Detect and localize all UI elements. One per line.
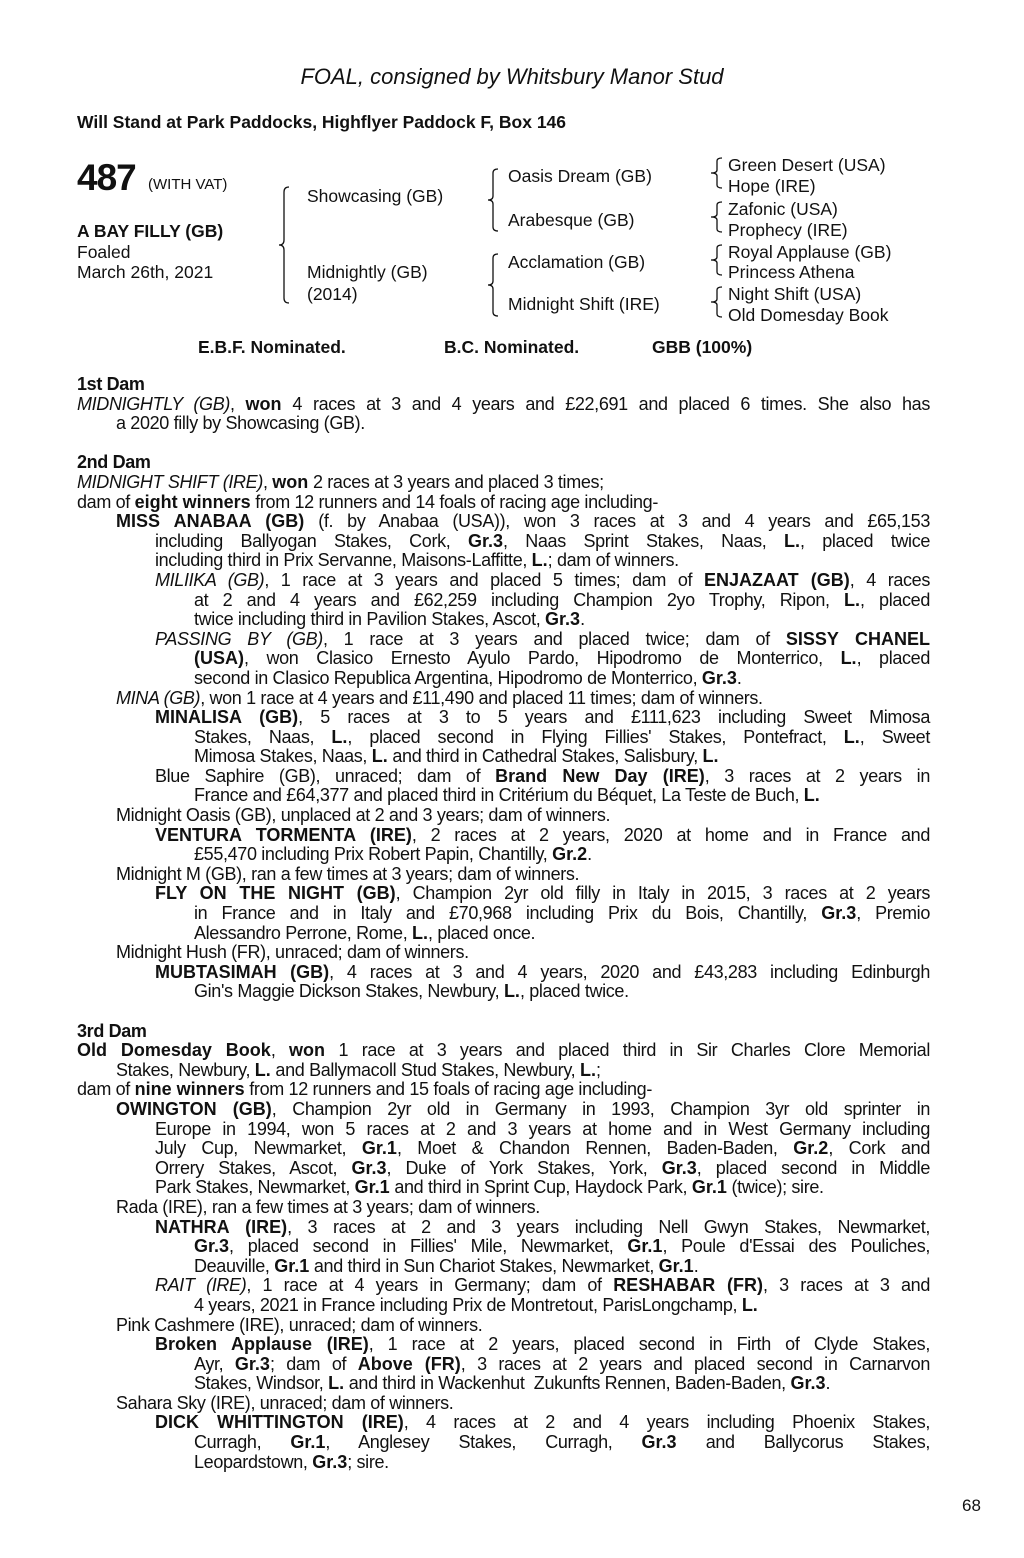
text-line (77, 806, 930, 826)
text-run: Alessandro Perrone, Rome, (194, 922, 413, 943)
text-run: Midnight Oasis (GB), unplaced at 2 and 3 years; dam of winners. (116, 805, 611, 826)
text-run: , Moet & Chandon Rennen, Baden-Baden, (396, 1138, 794, 1159)
text-run: 1 race at 3 years and placed third in Sir Charles Clore Memorial (325, 1040, 930, 1061)
text-run: . (587, 844, 592, 865)
text-run: twice including third in Pavilion Stakes, Ascot, (194, 609, 546, 630)
italic-text: MILIIKA (GB) (155, 569, 265, 590)
text-run: . (693, 1255, 699, 1276)
text-run: Sahara Sky (IRE), unraced; dam of winners. (116, 1392, 454, 1413)
text-run: and Ballymacoll Stud Stakes, Newbury, (270, 1059, 580, 1080)
produce-entry (77, 708, 930, 767)
bold-text: MISS ANABAA (GB) (116, 511, 305, 532)
bold-text: Broken Applause (IRE) (155, 1334, 369, 1355)
text-line (77, 1394, 930, 1414)
text-run: , 3 races at 2 years and placed second in Carnarvon (460, 1353, 930, 1374)
bold-text: Gr.3 (701, 667, 737, 688)
bold-text: MINALISA (GB) (155, 707, 299, 728)
text-line (77, 1218, 930, 1238)
text-line (77, 532, 930, 552)
text-run: , placed second in Flying Fillies' Stakes, Pontefract, (347, 726, 844, 747)
text-run: ; dam of winners. (547, 550, 679, 571)
text-line (77, 982, 930, 1002)
great-grandparent: Green Desert (USA) (728, 155, 886, 175)
text-line (77, 786, 930, 806)
text-line (77, 591, 930, 611)
text-line (77, 1296, 930, 1316)
text-run: , 1 race at 3 years and placed 5 times; dam of (264, 569, 704, 590)
bold-text: Gr.1 (691, 1177, 727, 1198)
italic-text: RAIT (IRE) (155, 1275, 247, 1296)
text-run: France and £64,377 and placed third in Critérium du Béquet, La Teste de Buch, (194, 785, 804, 806)
brace-icon (487, 168, 499, 232)
produce-entry (77, 806, 930, 826)
text-run: Blue Saphire (GB), unraced; dam of (155, 765, 496, 786)
text-run: at 2 and 4 years and £62,259 including Champion 2yo Trophy, Ripon, (194, 589, 845, 610)
produce-entry (77, 1100, 930, 1198)
text-run: Midnight Hush (FR), unraced; dam of winners. (116, 942, 469, 963)
text-run: Stakes, Newbury, (116, 1059, 255, 1080)
text-run: and third in Wackenhut Zukunfts Rennen, Baden-Baden, (344, 1373, 791, 1394)
text-run: . (580, 609, 585, 630)
bold-text: Gr.2 (552, 844, 588, 865)
italic-text: MIDNIGHTLY (GB) (77, 393, 230, 414)
text-run: , 2 races at 2 years, 2020 at home and in France and (411, 824, 930, 845)
text-line (77, 551, 930, 571)
vat-note: (WITH VAT) (148, 176, 228, 193)
bold-text: Gr.3 (790, 1373, 826, 1394)
text-run: . (825, 1373, 831, 1394)
text-run: Stakes, Naas, (194, 726, 332, 747)
produce-entry (77, 1394, 930, 1414)
produce-entry (77, 943, 930, 963)
text-run: Rada (IRE), ran a few times at 3 years; dam of winners. (116, 1196, 540, 1217)
bold-text: FLY ON THE NIGHT (GB) (155, 883, 396, 904)
text-line (77, 924, 930, 944)
text-run: and Ballycorus Stakes, (676, 1432, 931, 1453)
bold-text: Gr.3 (194, 1236, 230, 1257)
bold-text: L. (531, 550, 548, 571)
text-line (77, 1100, 930, 1120)
text-line (77, 943, 930, 963)
dam-year: (2014) (307, 284, 358, 304)
text-run: 4 races at 3 and 4 years and £22,691 and placed 6 times. She also has (281, 393, 930, 414)
brace-icon (710, 157, 724, 189)
produce-entry (77, 512, 930, 571)
text-run: , 5 races at 3 to 5 years and £111,623 including Sweet Mimosa (298, 707, 930, 728)
text-run: Park Stakes, Newmarket, (155, 1177, 355, 1198)
text-run: Gin's Maggie Dickson Stakes, Newbury, (194, 981, 504, 1002)
text-run: . (736, 667, 742, 688)
text-run: second in Clasico Republica Argentina, Hipodromo de Monterrico, (194, 667, 702, 688)
dam-section (77, 375, 930, 434)
bold-text: Gr.1 (627, 1236, 663, 1257)
text-run: , placed twice. (519, 981, 629, 1002)
text-run: ; (595, 1059, 601, 1080)
text-line (77, 963, 930, 983)
produce-entry (77, 884, 930, 943)
bold-text: Gr.2 (793, 1138, 829, 1159)
sire-dam: Arabesque (GB) (508, 210, 635, 230)
text-run: , (262, 471, 273, 492)
text-run: Leopardstown, (194, 1451, 313, 1472)
text-line (77, 904, 930, 924)
text-run: dam of (77, 491, 135, 512)
text-line (77, 1355, 930, 1375)
text-run: , 3 races at 2 and 3 years including Nell Gwyn Stakes, Newmarket, (287, 1216, 930, 1237)
produce-entry (77, 689, 930, 709)
gbb-status: GBB (100%) (652, 337, 753, 357)
text-run: , 1 race at 4 years in Germany; dam of (246, 1275, 614, 1296)
great-grandparent: Princess Athena (728, 262, 855, 282)
text-run: ; sire. (347, 1451, 389, 1472)
text-run: , 4 races at 2 and 4 years including Phoenix Stakes, (403, 1412, 930, 1433)
text-line (77, 865, 930, 885)
text-line (77, 1080, 930, 1100)
text-line (77, 414, 930, 434)
produce-entry (77, 767, 930, 806)
bold-text: L. (579, 1059, 596, 1080)
foaled-date: March 26th, 2021 (77, 262, 214, 282)
text-run: July Cup, Newmarket, (155, 1138, 362, 1159)
text-run: , placed second in Middle (696, 1157, 930, 1178)
text-line (77, 1139, 930, 1159)
produce-entry (77, 395, 930, 434)
text-run: Ayr, (194, 1353, 235, 1374)
text-run: , Anglesey Stakes, Curragh, (325, 1432, 642, 1453)
produce-entry (77, 865, 930, 885)
bold-text: SISSY CHANEL (785, 628, 930, 649)
text-line (77, 610, 930, 630)
text-line (77, 1453, 930, 1473)
page-number: 68 (962, 1496, 981, 1515)
bold-text: Gr.3 (467, 530, 504, 551)
text-line (77, 708, 930, 728)
text-line (77, 571, 930, 591)
bold-text: MUBTASIMAH (GB) (155, 961, 330, 982)
text-run: , won Clasico Ernesto Ayulo Pardo, Hipodromo de Monterrico, (244, 648, 841, 669)
bold-text: Old Domesday Book (77, 1040, 271, 1061)
text-run: , Champion 2yr old in Germany in 1993, Champion 3yr old sprinter in (271, 1098, 931, 1119)
bold-text: (USA) (194, 648, 244, 669)
produce-entry (77, 1276, 930, 1315)
section-heading: 2nd Dam (77, 452, 151, 473)
text-run: and third in Sun Chariot Stakes, Newmarket, (309, 1255, 659, 1276)
bold-text: Gr.3 (641, 1432, 677, 1453)
text-line (77, 1061, 930, 1081)
section-gap (77, 434, 930, 454)
text-run: in France and in Italy and £70,968 including Prix du Bois, Chantilly, (194, 903, 822, 924)
bold-text: Gr.1 (274, 1255, 310, 1276)
bold-text: Gr.1 (354, 1177, 390, 1198)
text-line (77, 1178, 930, 1198)
great-grandparent: Night Shift (USA) (728, 284, 862, 304)
brace-icon (710, 201, 724, 233)
text-run: , 1 race at 3 years and placed twice; dam of (322, 628, 786, 649)
text-line (77, 1120, 930, 1140)
dam-dam: Midnight Shift (IRE) (508, 294, 660, 314)
brace-icon (278, 186, 290, 304)
italic-text: MIDNIGHT SHIFT (IRE) (77, 471, 263, 492)
produce-entry (77, 1198, 930, 1218)
text-line (77, 1041, 930, 1061)
bold-text: Brand New Day (IRE) (495, 765, 705, 786)
text-run: Deauville, (194, 1255, 275, 1276)
bold-text: Gr.3 (234, 1353, 270, 1374)
great-grandparent: Old Domesday Book (728, 305, 889, 325)
bold-text: L. (803, 785, 820, 806)
foaled-label: Foaled (77, 242, 131, 262)
text-run: a 2020 filly by Showcasing (GB). (116, 413, 365, 434)
produce-entry (77, 1218, 930, 1277)
produce-entry (77, 571, 930, 630)
produce-entry (77, 963, 930, 1002)
text-run: , Premio (856, 903, 930, 924)
text-run: Curragh, (194, 1432, 291, 1453)
italic-text: PASSING BY (GB) (155, 628, 323, 649)
italic-text: MINA (GB) (116, 687, 201, 708)
text-line (77, 826, 930, 846)
text-run: , Cork and (828, 1138, 930, 1159)
brace-icon (710, 244, 724, 276)
text-run: including third in Prix Servanne, Maisons-Laffitte, (155, 550, 532, 571)
text-line (77, 669, 930, 689)
bold-text: Gr.3 (312, 1451, 348, 1472)
bold-text: Gr.3 (351, 1157, 387, 1178)
great-grandparent: Zafonic (USA) (728, 199, 838, 219)
bold-text: L. (840, 648, 857, 669)
text-line (77, 1237, 930, 1257)
text-run: (f. by Anabaa (USA)), won 3 races at 3 and 4 years and £65,153 (304, 511, 930, 532)
text-run: , (230, 393, 246, 414)
bc-nomination: B.C. Nominated. (444, 337, 580, 357)
text-line (77, 845, 930, 865)
section-heading: 1st Dam (77, 374, 145, 394)
sire-sire: Oasis Dream (GB) (508, 166, 652, 186)
text-line (77, 630, 930, 650)
produce-entry (77, 473, 930, 493)
bold-text: won (289, 1040, 325, 1061)
ebf-nomination: E.B.F. Nominated. (198, 337, 346, 357)
text-line (77, 728, 930, 748)
text-run: including Ballyogan Stakes, Cork, (155, 530, 468, 551)
text-line (77, 649, 930, 669)
text-run: , 3 races at 2 years in (704, 765, 930, 786)
text-run: dam of (77, 1079, 135, 1100)
sire-name: Showcasing (GB) (307, 186, 444, 206)
text-run: Midnight M (GB), ran a few times at 3 years; dam of winners. (116, 863, 580, 884)
bold-text: RESHABAR (FR) (613, 1275, 764, 1296)
bold-text: eight winners (134, 491, 251, 512)
bold-text: L. (844, 589, 861, 610)
text-run: , Duke of York Stakes, York, (386, 1157, 662, 1178)
text-line (77, 884, 930, 904)
text-line (77, 1413, 930, 1433)
text-run: and third in Sprint Cup, Haydock Park, (389, 1177, 692, 1198)
produce-record (77, 375, 930, 1472)
text-run: (twice); sire. (726, 1177, 824, 1198)
text-run: ; dam of (269, 1353, 358, 1374)
produce-entry (77, 1316, 930, 1336)
bold-text: Gr.3 (821, 903, 857, 924)
text-run: , placed twice (799, 530, 931, 551)
text-run: , placed (856, 648, 930, 669)
bold-text: won (245, 393, 282, 414)
text-run: 4 years, 2021 in France including Prix de Montretout, ParisLongchamp, (194, 1294, 742, 1315)
text-run: , placed second in Fillies' Mile, Newmarket, (229, 1236, 628, 1257)
text-line (77, 747, 930, 767)
great-grandparent: Prophecy (IRE) (728, 220, 848, 240)
text-run: and third in Cathedral Stakes, Salisbury, (387, 746, 703, 767)
text-run: , 4 races (849, 569, 930, 590)
text-run: , Champion 2yr old filly in Italy in 2015, 3 races at 2 years (395, 883, 930, 904)
bold-text: Gr.3 (545, 609, 581, 630)
dam-sire: Acclamation (GB) (508, 252, 646, 272)
bold-text: L. (741, 1294, 758, 1315)
bold-text: VENTURA TORMENTA (IRE) (155, 824, 412, 845)
bold-text: nine winners (134, 1079, 245, 1100)
produce-entry (77, 630, 930, 689)
produce-entry (77, 1413, 930, 1472)
lot-description: A BAY FILLY (GB) (77, 221, 224, 241)
text-line (77, 1316, 930, 1336)
text-run: , Poule d'Essai des Pouliches, (662, 1236, 930, 1257)
text-line (77, 1198, 930, 1218)
bold-text: Gr.1 (290, 1432, 326, 1453)
bold-text: L. (783, 530, 800, 551)
produce-entry (77, 826, 930, 865)
text-run: 2 races at 3 years and placed 3 times; (308, 471, 604, 492)
text-run: , 3 races at 3 and (763, 1275, 930, 1296)
text-run: , won 1 race at 4 years and £11,490 and placed 11 times; dam of winners. (200, 687, 763, 708)
great-grandparent: Hope (IRE) (728, 176, 816, 196)
text-line (77, 493, 930, 513)
text-line (77, 395, 930, 415)
text-run: , placed (860, 589, 930, 610)
produce-entry (77, 1080, 930, 1100)
bold-text: L. (412, 922, 429, 943)
text-run: , Sweet (859, 726, 930, 747)
section-gap (77, 1002, 930, 1022)
bold-text: Gr.3 (661, 1157, 697, 1178)
text-run: , 1 race at 2 years, placed second in Firth of Clyde Stakes, (368, 1334, 930, 1355)
section-heading: 3rd Dam (77, 1020, 147, 1041)
text-run: Stakes, Windsor, (194, 1373, 329, 1394)
bold-text: L. (254, 1059, 271, 1080)
great-grandparent: Royal Applause (GB) (728, 242, 892, 262)
text-run: £55,470 including Prix Robert Papin, Chantilly, (194, 844, 553, 865)
text-run: Orrery Stakes, Ascot, (155, 1157, 352, 1178)
bold-text: NATHRA (IRE) (155, 1216, 288, 1237)
bold-text: L. (328, 1373, 345, 1394)
text-run: , placed once. (428, 922, 536, 943)
text-line (77, 473, 930, 493)
text-line (77, 512, 930, 532)
text-run: Pink Cashmere (IRE), unraced; dam of winners. (116, 1314, 483, 1335)
text-run: Europe in 1994, won 5 races at 2 and 3 years at home and in West Germany including (155, 1118, 930, 1139)
text-line (77, 1433, 930, 1453)
text-line (77, 1159, 930, 1179)
brace-icon (710, 286, 724, 318)
dam-section (77, 1022, 930, 1473)
produce-entry (77, 1335, 930, 1394)
bold-text: Above (FR) (357, 1353, 461, 1374)
text-run: , 4 races at 3 and 4 years, 2020 and £43,283 including Edinburgh (329, 961, 931, 982)
bold-text: L. (503, 981, 520, 1002)
text-line (77, 1374, 930, 1394)
produce-entry (77, 493, 930, 513)
text-run: , (270, 1040, 289, 1061)
stand-location: Will Stand at Park Paddocks, Highflyer Paddock F, Box 146 (77, 112, 567, 132)
bold-text: L. (371, 746, 388, 767)
text-run: from 12 runners and 14 foals of racing age including- (250, 491, 658, 512)
text-line (77, 1257, 930, 1277)
bold-text: OWINGTON (GB) (116, 1098, 272, 1119)
lot-number: 487 (77, 157, 136, 198)
text-run: , Naas Sprint Stakes, Naas, (503, 530, 784, 551)
bold-text: L. (702, 746, 719, 767)
brace-icon (487, 253, 499, 317)
bold-text: Gr.1 (361, 1138, 397, 1159)
bold-text: L. (331, 726, 348, 747)
text-line (77, 1335, 930, 1355)
bold-text: L. (843, 726, 860, 747)
text-run: Mimosa Stakes, Naas, (194, 746, 372, 767)
dam-section (77, 453, 930, 1002)
bold-text: won (272, 471, 309, 492)
bold-text: ENJAZAAT (GB) (703, 569, 850, 590)
bold-text: DICK WHITTINGTON (IRE) (155, 1412, 404, 1433)
text-run: from 12 runners and 15 foals of racing age including- (244, 1079, 652, 1100)
text-line (77, 1276, 930, 1296)
text-line (77, 689, 930, 709)
text-line (77, 767, 930, 787)
page-title: FOAL, consigned by Whitsbury Manor Stud (300, 64, 724, 89)
dam-name: Midnightly (GB) (307, 262, 428, 282)
produce-entry (77, 1041, 930, 1080)
bold-text: Gr.1 (658, 1255, 694, 1276)
